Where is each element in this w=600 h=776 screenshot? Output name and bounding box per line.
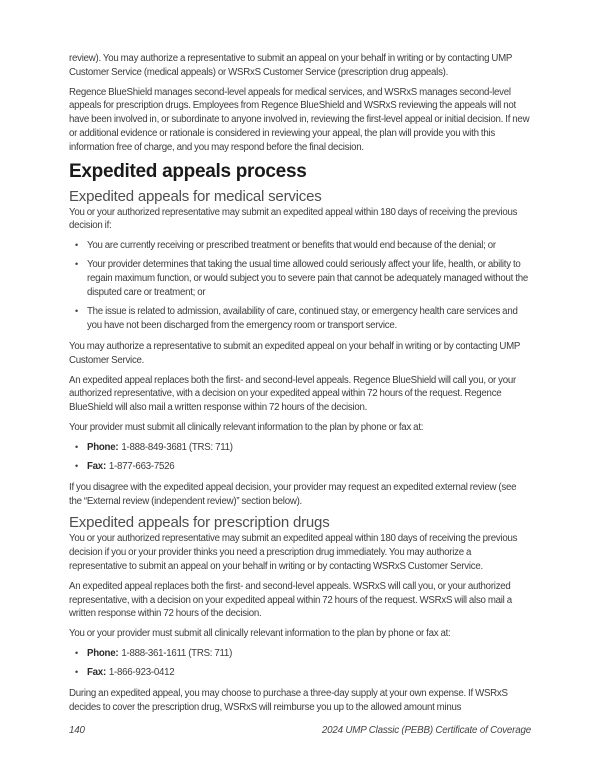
- medical-paragraph-3: An expedited appeal replaces both the first- and second-level appeals. Regence BlueShield will call you, or your authorized representative, with a decision on your expedited appeal within 72 hours of the request. Regence BlueShield will also mail a written response within 72 hours of the decision.: [69, 374, 517, 414]
- phone-number: 1-888-849-3681 (TRS: 711): [121, 441, 233, 453]
- phone-label: Phone:: [87, 441, 119, 453]
- medical-paragraph-4: Your provider must submit all clinically relevant information to the plan by phone or fax at:: [69, 421, 424, 433]
- prescription-paragraph-2: An expedited appeal replaces both the first- and second-level appeals. WSRxS will call you, or your authorized representative, with a decision on your expedited appeal within 72 hours of the request. WSRxS will also mail a written response within 72 hours of the decision.: [69, 580, 512, 620]
- bullet-item: • You are currently receiving or prescribed treatment or benefits that would end because of the denial; or: [69, 239, 531, 253]
- prescription-phone-item: [69, 647, 531, 661]
- bullet-item: • The issue is related to admission, availability of care, continued stay, or emergency health care services and you have not been discharged from the emergency room or transport service.: [69, 305, 531, 333]
- prescription-paragraph-1: You or your authorized representative may submit an expedited appeal within 180 days of receiving the previous decision if you or your provider thinks you need a prescription drug immediately. You may authorize a representative to submit an appeal on your behalf in writing or by contacting WSRxS Customer Service.: [69, 533, 518, 573]
- intro-paragraph-1: review). You may authorize a representative to submit an appeal on your behalf in writing or by contacting UMP Customer Service (medical appeals) or WSRxS Customer Service (prescription drug appeals).: [69, 53, 512, 78]
- phone-number: 1-888-361-1611 (TRS: 711): [121, 648, 233, 659]
- prescription-paragraph-4: During an expedited appeal, you may choose to purchase a three-day supply at your own expense. If WSRxS decides to cover the prescription drug, WSRxS will reimburse you up to the allowed amount minus: [69, 688, 508, 713]
- medical-paragraph-1: You or your authorized representative may submit an expedited appeal within 180 days of receiving the previous decision if:: [69, 206, 518, 232]
- fax-label: Fax:: [87, 461, 106, 473]
- prescription-paragraph-3: You or your provider must submit all clinically relevant information to the plan by phone or fax at:: [69, 628, 451, 640]
- fax-label: Fax:: [87, 667, 106, 679]
- medical-criteria-list: [69, 239, 531, 333]
- bullet-item: • Your provider determines that taking the usual time allowed could seriously affect your life, health, or ability to regain maximum function, or would subject you to severe pain that cannot be adequately managed without the disputed care or treatment; or: [69, 258, 531, 299]
- medical-phone-item: [69, 441, 531, 455]
- medical-contact-list: [69, 441, 531, 474]
- intro-paragraph-2: Regence BlueShield manages second-level appeals for medical services, and WSRxS manages second-level appeals for prescription drugs. Employees from Regence BlueShield and WSRxS reviewing the appeals will not have been involved in, or subordinate to anyone involved in, reviewing the first-level appeal or initial decision. If new or additional evidence or rationale is considered in reviewing your appeal, the plan will provide you with this information free of charge, and you may respond before the final decision.: [69, 86, 530, 153]
- fax-number: 1-877-663-7526: [108, 461, 175, 473]
- footer-doc-title: 2024 UMP Classic (PEBB) Certificate of Coverage: [321, 725, 531, 736]
- medical-paragraph-5: If you disagree with the expedited appeal decision, your provider may request an expedited external review (see the “External review (independent review)” section below).: [69, 481, 517, 507]
- fax-number: 1-866-923-0412: [108, 667, 175, 679]
- medical-fax-item: [69, 460, 531, 474]
- subheading-medical-services: Expedited appeals for medical services: [69, 187, 322, 205]
- heading-expedited-appeals-process: Expedited appeals process: [69, 160, 307, 182]
- page-number: 140: [69, 725, 85, 736]
- phone-label: Phone:: [87, 648, 119, 659]
- prescription-fax-item: [69, 666, 531, 680]
- medical-paragraph-2: You may authorize a representative to submit an expedited appeal on your behalf in writing or by contacting UMP Customer Service.: [69, 340, 520, 366]
- subheading-prescription-drugs: Expedited appeals for prescription drugs: [69, 514, 330, 532]
- prescription-contact-list: [69, 647, 531, 680]
- page-footer: [69, 725, 531, 736]
